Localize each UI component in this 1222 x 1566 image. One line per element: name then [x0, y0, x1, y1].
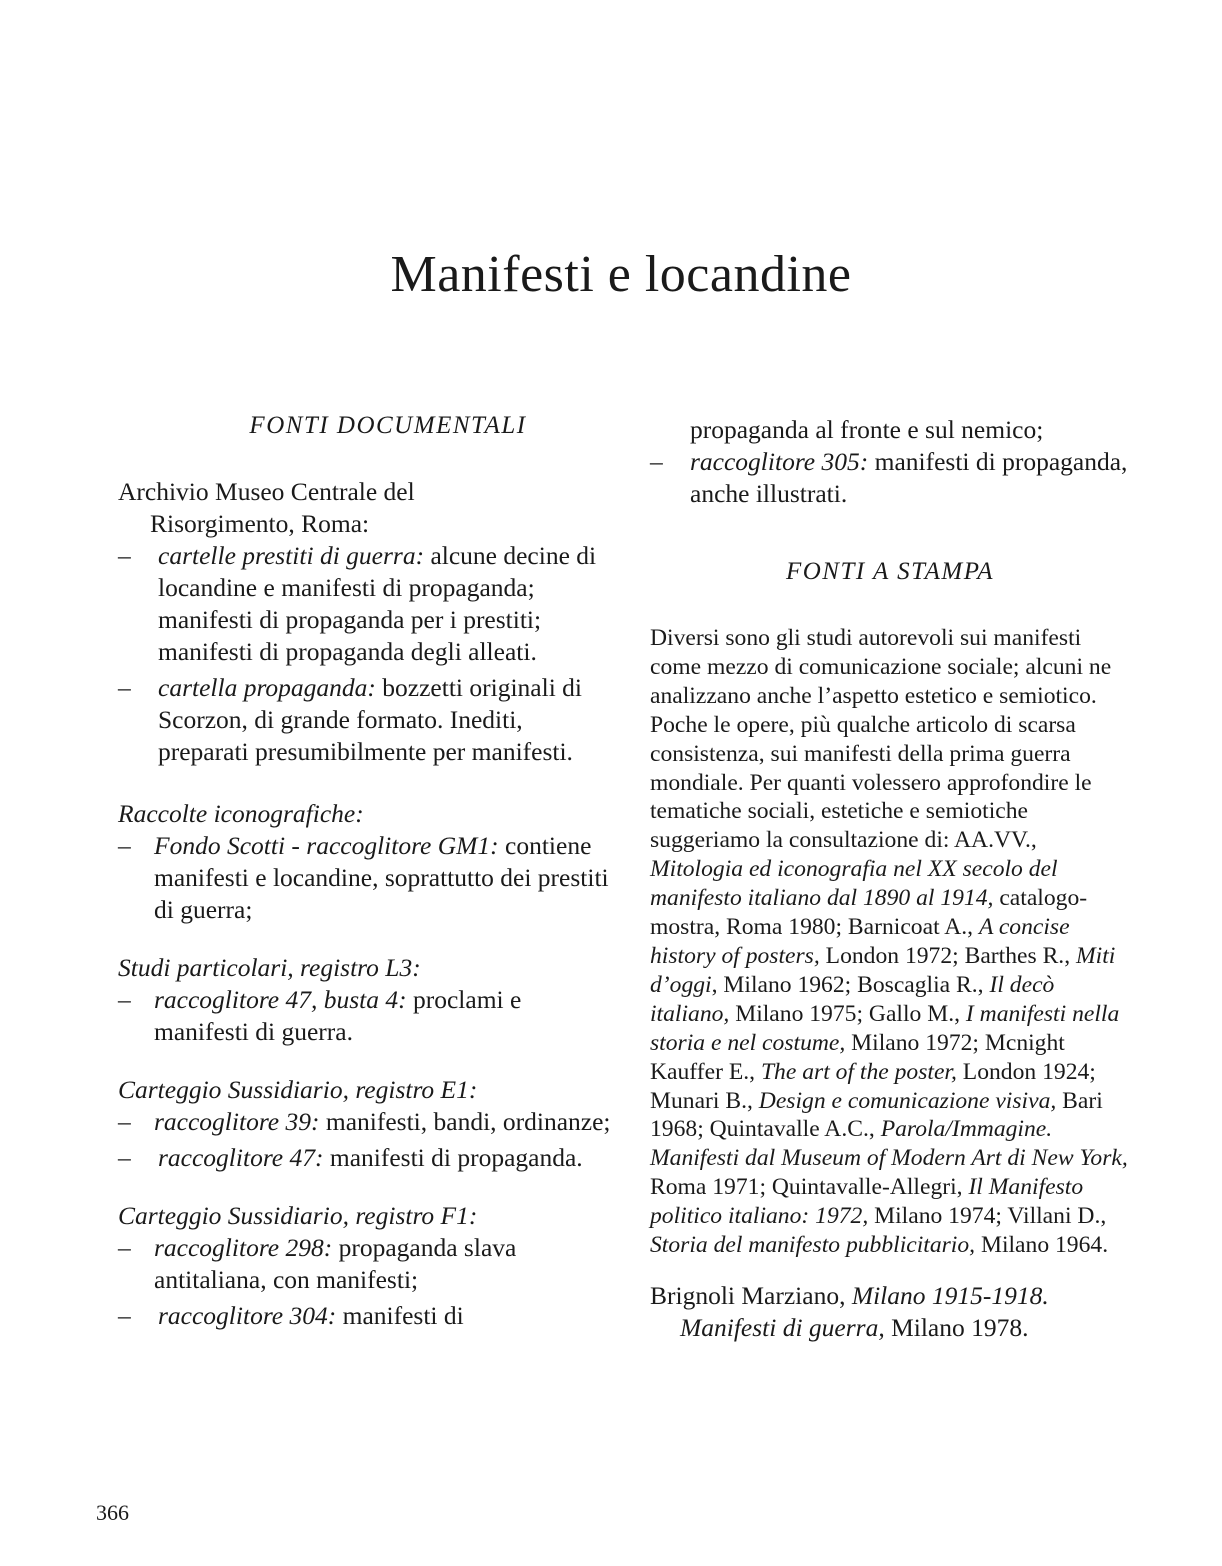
archive-entry: Archivio Museo Centrale del Risorgimento, Roma:: [118, 477, 415, 538]
list-item: – cartelle prestiti di guerra: alcune decine di locandine e manifesti di propaganda; manifesti di propaganda per i prestiti; manifesti di propaganda degli alleati.: [118, 541, 597, 666]
list-item: – raccoglitore 304: manifesti di: [118, 1301, 464, 1330]
list-item: – raccoglitore 39: manifesti, bandi, ordinanze;: [118, 1107, 611, 1136]
bibliography-paragraph: Diversi sono gli studi autorevoli sui manifesti come mezzo di comunicazione sociale; alcuni ne analizzano anche l’aspetto estetico e semiotico. Poche le opere, più qualche articolo di scarsa consistenza, sui manifesti della prima guerra mondiale. Per quanti volessero approfondire le tematiche sociali, estetiche e semiotiche suggeriamo la consultazione di: AA.VV., Mitologia ed iconografia nel XX secolo del manifesto italiano dal 1890 al 1914, catalogo-mostra, Roma 1980; Barnicoat A., A concise history of posters, London 1972; Barthes R., Miti d’oggi, Milano 1962; Boscaglia R., Il decò italiano, Milano 1975; Gallo M., I manifesti nella storia e nel costume, Milano 1972; Mcnight Kauffer E., The art of the poster, London 1924; Munari B., Design e comunicazione visiva, Bari 1968; Quintavalle A.C., Parola/Immagine. Manifesti dal Museum of Modern Art di New York, Roma 1971; Quintavalle-Allegri, Il Manifesto politico italiano: 1972, Milano 1974; Villani D., Storia del manifesto pubblicitario, Milano 1964.: [650, 625, 1128, 1259]
right-column: [650, 410, 1130, 1344]
list-item: – cartella propaganda: bozzetti originali di Scorzon, di grande formato. Inediti, preparati presumibilmente per manifesti.: [118, 673, 582, 766]
page-title: Manifesti e locandine: [390, 246, 852, 303]
group-title: Studi particolari, registro L3:: [118, 953, 421, 982]
list-item: – raccoglitore 305: manifesti di propaganda, anche illustrati.: [650, 447, 1128, 508]
page-number: 366: [96, 1500, 129, 1525]
group-title: Carteggio Sussidiario, registro E1:: [118, 1075, 478, 1104]
left-column: [118, 410, 618, 1332]
group-title: Carteggio Sussidiario, registro F1:: [118, 1201, 478, 1230]
final-entry: Brignoli Marziano, Milano 1915-1918. Manifesti di guerra, Milano 1978.: [650, 1280, 1049, 1342]
list-item: – raccoglitore 47, busta 4: proclami e manifesti di guerra.: [118, 985, 522, 1046]
fonti-a-stampa-heading: FONTI A STAMPA: [785, 558, 995, 585]
fonti-documentali-heading: FONTI DOCUMENTALI: [249, 412, 527, 439]
continued-line: propaganda al fronte e sul nemico;: [690, 415, 1044, 444]
group-title: Raccolte iconografiche:: [118, 799, 364, 828]
list-item: – raccoglitore 47: manifesti di propaganda.: [118, 1143, 583, 1172]
list-item: – Fondo Scotti - raccoglitore GM1: contiene manifesti e locandine, soprattutto dei prestiti di guerra;: [118, 831, 609, 924]
list-item: – raccoglitore 298: propaganda slava antitaliana, con manifesti;: [118, 1233, 517, 1294]
